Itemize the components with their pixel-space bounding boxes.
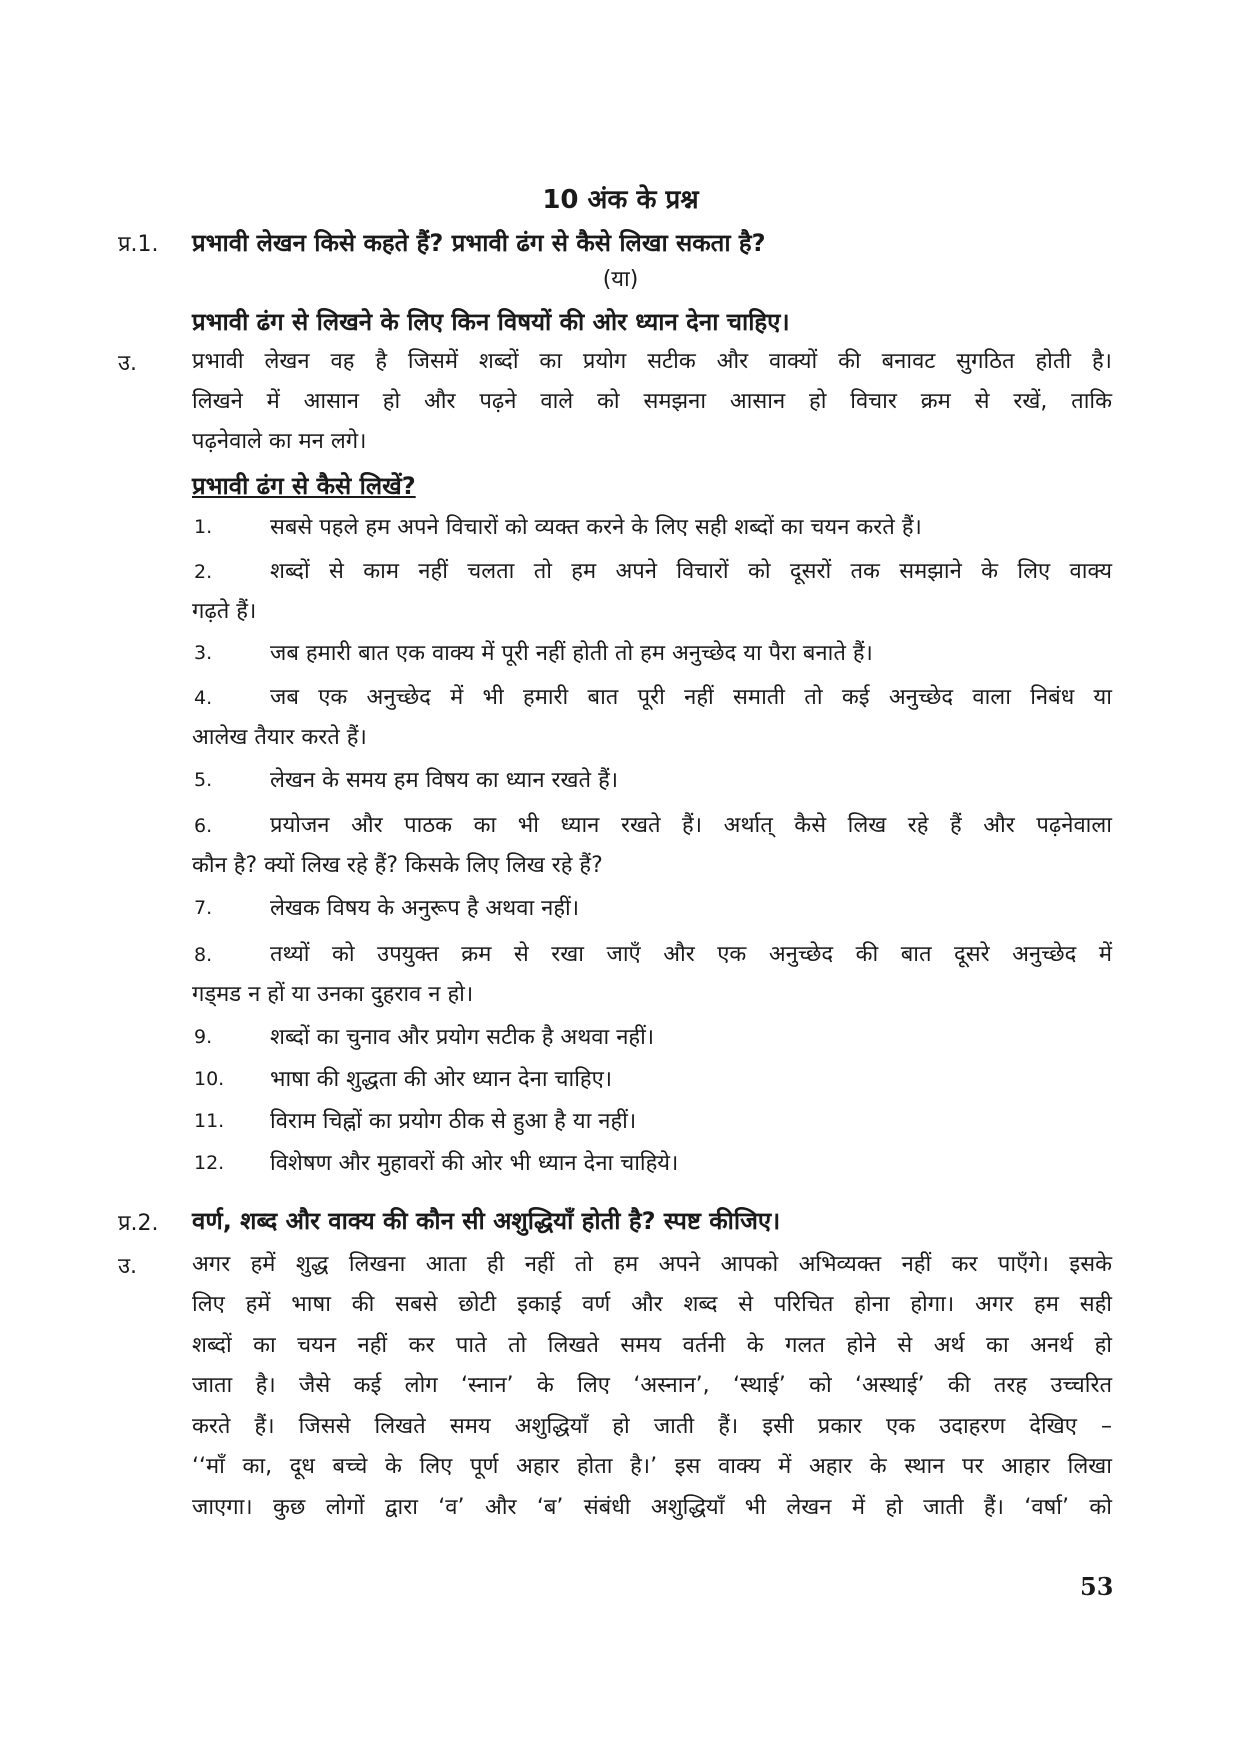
point-text: शब्दों का चुनाव और प्रयोग सटीक है अथवा नहीं। <box>270 1025 655 1050</box>
point-number: 8. <box>194 944 213 966</box>
point-text-continuation: गड्मड न हों या उनका दुहराव न हो। <box>192 982 474 1007</box>
point-text: सबसे पहले हम अपने विचारों को व्यक्त करने के लिए सही शब्दों का चयन करते हैं। <box>270 515 922 540</box>
answer-2-line: शब्दों का चयन नहीं कर पाते तो लिखते समय वर्तनी के गलत होने से अर्थ का अनर्थ हो <box>192 1333 1112 1358</box>
point-text: तथ्यों को उपयुक्त क्रम से रखा जाएँ और एक अनुच्छेद की बात दूसरे अनुच्छेद में <box>270 942 1112 967</box>
question-1-alt-text: प्रभावी ढंग से लिखने के लिए किन विषयों की ओर ध्यान देना चाहिए। <box>192 308 790 336</box>
point-text: प्रयोजन और पाठक का भी ध्यान रखते हैं। अर्थात् कैसे लिख रहे हैं और पढ़नेवाला <box>270 813 1112 838</box>
point-text: विराम चिह्नों का प्रयोग ठीक से हुआ है या नहीं। <box>270 1109 637 1134</box>
point-number: 7. <box>194 897 213 919</box>
point-number: 3. <box>194 642 213 664</box>
point-text: जब हमारी बात एक वाक्य में पूरी नहीं होती तो हम अनुच्छेद या पैरा बनाते हैं। <box>270 641 873 666</box>
answer-1-subheading: प्रभावी ढंग से कैसे लिखें? <box>192 472 416 500</box>
answer-2-line: ‘‘माँ का, दूध बच्चे के लिए पूर्ण अहार होता है।’ इस वाक्य में अहार के स्थान पर आहार लिखा <box>192 1454 1112 1479</box>
answer-2-line: लिए हमें भाषा की सबसे छोटी इकाई वर्ण और शब्द से परिचित होना होगा। अगर हम सही <box>192 1292 1112 1317</box>
question-1-text: प्रभावी लेखन किसे कहते हैं? प्रभावी ढंग से कैसे लिखा सकता है? <box>192 229 766 257</box>
point-number: 1. <box>194 516 213 538</box>
answer-2-line: जाता है। जैसे कई लोग ‘स्नान’ के लिए ‘अस्नान’, ‘स्थाई’ को ‘अस्थाई’ की तरह उच्चरित <box>192 1373 1112 1398</box>
point-text-continuation: आलेख तैयार करते हैं। <box>192 725 367 750</box>
section-heading: 10 अंक के प्रश्न <box>542 185 699 215</box>
point-text: शब्दों से काम नहीं चलता तो हम अपने विचारों को दूसरों तक समझाने के लिए वाक्य <box>270 559 1112 584</box>
question-2-text: वर्ण, शब्द और वाक्य की कौन सी अशुद्धियाँ होती है? स्पष्ट कीजिए। <box>192 1207 781 1235</box>
answer-2-line: करते हैं। जिससे लिखते समय अशुद्धियाँ हो जाती हैं। इसी प्रकार एक उदाहरण देखिए – <box>192 1414 1112 1439</box>
point-text: विशेषण और मुहावरों की ओर भी ध्यान देना चाहिये। <box>270 1151 679 1176</box>
point-number: 6. <box>194 815 213 837</box>
answer-1-line: पढ़नेवाले का मन लगे। <box>192 429 367 454</box>
answer-1-line: प्रभावी लेखन वह है जिसमें शब्दों का प्रयोग सटीक और वाक्यों की बनावट सुगठित होती है। <box>192 349 1112 374</box>
point-number: 11. <box>194 1110 225 1132</box>
point-text: जब एक अनुच्छेद में भी हमारी बात पूरी नहीं समाती तो कई अनुच्छेद वाला निबंध या <box>270 685 1112 710</box>
point-number: 4. <box>194 687 213 709</box>
question-1-label: प्र.1. <box>118 232 159 257</box>
point-text-continuation: गढ़ते हैं। <box>192 599 257 624</box>
answer-2-line: अगर हमें शुद्ध लिखना आता ही नहीं तो हम अपने आपको अभिव्यक्त नहीं कर पाएँगे। इसके <box>192 1252 1112 1277</box>
point-number: 5. <box>194 769 213 791</box>
answer-1-label: उ. <box>118 351 138 376</box>
point-text-continuation: कौन है? क्यों लिख रहे हैं? किसके लिए लिख रहे हैं? <box>192 853 603 878</box>
point-text: लेखक विषय के अनुरूप है अथवा नहीं। <box>270 896 580 921</box>
point-text: भाषा की शुद्धता की ओर ध्यान देना चाहिए। <box>270 1067 613 1092</box>
page-number: 53 <box>1080 1572 1114 1601</box>
answer-2-label: उ. <box>118 1254 138 1279</box>
answer-1-line: लिखने में आसान हो और पढ़ने वाले को समझना आसान हो विचार क्रम से रखें, ताकि <box>192 389 1112 414</box>
point-number: 12. <box>194 1152 225 1174</box>
point-number: 2. <box>194 561 213 583</box>
point-number: 10. <box>194 1068 225 1090</box>
answer-2-line: जाएगा। कुछ लोगों द्वारा ‘व’ और ‘ब’ संबंधी अशुद्धियाँ भी लेखन में हो जाती हैं। ‘वर्षा’ को <box>192 1495 1112 1520</box>
or-separator: (या) <box>602 267 639 292</box>
question-2-label: प्र.2. <box>118 1211 159 1236</box>
point-number: 9. <box>194 1026 213 1048</box>
point-text: लेखन के समय हम विषय का ध्यान रखते हैं। <box>270 768 619 793</box>
